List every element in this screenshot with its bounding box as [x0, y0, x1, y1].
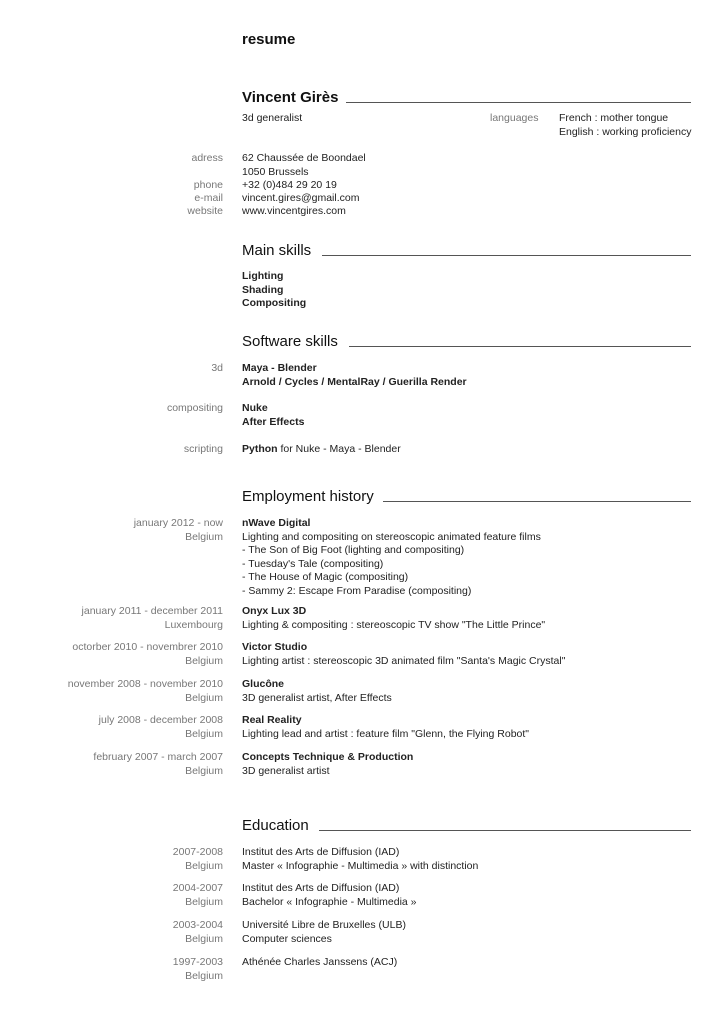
job-company: Concepts Technique & Production — [242, 751, 414, 763]
job-company: Real Reality — [242, 714, 302, 726]
software-line: Maya - Blender — [242, 362, 317, 374]
name-rule — [346, 102, 691, 103]
education-entry — [242, 882, 417, 909]
scripting-language: Python — [242, 443, 278, 455]
adress-line: 1050 Brussels — [242, 165, 309, 178]
education-period: 2007-2008 — [172, 846, 223, 858]
job-dates — [99, 714, 223, 741]
software-group-label: scripting — [183, 443, 223, 455]
education-place: Belgium — [185, 969, 223, 982]
education-entry — [242, 919, 406, 946]
education-entry — [242, 956, 397, 970]
phone-value: +32 (0)484 29 20 19 — [242, 179, 337, 191]
website-link[interactable]: www.vincentgires.com — [242, 205, 346, 217]
adress-label: adress — [191, 152, 223, 164]
job-line: Lighting & compositing : stereoscopic TV show "The Little Prince" — [242, 618, 546, 631]
job-entry — [242, 517, 541, 598]
education-rule — [319, 830, 691, 831]
main-skills-heading: Main skills — [242, 242, 312, 259]
job-line: - Tuesday's Tale (compositing) — [242, 557, 384, 570]
education-place: Belgium — [185, 932, 223, 945]
job-dates — [93, 751, 223, 778]
job-line: Lighting lead and artist : feature film "Glenn, the Flying Robot" — [242, 727, 530, 740]
software-line: After Effects — [242, 415, 305, 428]
employment-heading: Employment history — [242, 488, 374, 505]
software-group-label: compositing — [166, 402, 223, 414]
job-dates — [82, 605, 223, 632]
job-entry — [242, 641, 565, 668]
job-entry — [242, 678, 392, 705]
software-group-scripting — [242, 443, 401, 457]
email-link[interactable]: vincent.gires@gmail.com — [242, 192, 360, 204]
software-group-3d — [242, 362, 467, 389]
job-period: octorber 2010 - novembrer 2010 — [72, 641, 223, 653]
main-skills-rule — [322, 255, 691, 256]
education-school: Institut des Arts de Diffusion (IAD) — [242, 846, 400, 858]
education-dates — [173, 919, 223, 946]
job-period: january 2011 - december 2011 — [81, 605, 223, 617]
adress-value — [242, 152, 366, 179]
education-period: 2003-2004 — [172, 919, 223, 931]
job-dates — [134, 517, 223, 544]
job-entry — [242, 751, 413, 778]
employment-rule — [383, 501, 691, 502]
job-dates — [72, 641, 223, 668]
software-line: Arnold / Cycles / MentalRay / Guerilla Render — [242, 375, 467, 388]
job-period: november 2008 - november 2010 — [67, 678, 223, 690]
education-detail: Computer sciences — [242, 932, 332, 945]
skill-item: Compositing — [242, 297, 307, 309]
job-entry — [242, 605, 545, 632]
education-detail: Master « Infographie - Multimedia » with distinction — [242, 859, 479, 872]
software-skills-heading: Software skills — [242, 333, 338, 350]
software-group-compositing — [242, 402, 304, 429]
person-name: Vincent Girès — [242, 89, 339, 106]
software-group-label: 3d — [211, 362, 223, 374]
job-entry — [242, 714, 529, 741]
person-role: 3d generalist — [242, 112, 303, 124]
job-company: Onyx Lux 3D — [242, 605, 307, 617]
education-school: Université Libre de Bruxelles (ULB) — [242, 919, 406, 931]
job-period: january 2012 - now — [133, 517, 223, 529]
job-line: 3D generalist artist — [242, 764, 330, 777]
education-dates — [173, 882, 223, 909]
scripting-detail: for Nuke - Maya - Blender — [277, 443, 401, 455]
education-dates — [173, 846, 223, 873]
job-place: Belgium — [185, 764, 223, 777]
languages-label: languages — [490, 112, 539, 124]
language-item: English : working proficiency — [559, 125, 692, 138]
job-dates — [68, 678, 223, 705]
job-line: - The House of Magic (compositing) — [242, 571, 409, 583]
email-label: e-mail — [194, 192, 223, 204]
education-place: Belgium — [185, 859, 223, 872]
main-skills-list — [242, 270, 306, 311]
website-label: website — [187, 205, 223, 217]
job-place: Belgium — [185, 691, 223, 704]
job-period: july 2008 - december 2008 — [98, 714, 223, 726]
skill-item: Shading — [242, 283, 284, 296]
software-line: Nuke — [242, 402, 268, 414]
education-period: 1997-2003 — [172, 956, 223, 968]
document-title: resume — [242, 31, 296, 48]
education-dates — [173, 956, 223, 983]
education-period: 2004-2007 — [172, 882, 223, 894]
job-line: Lighting artist : stereoscopic 3D animated film "Santa's Magic Crystal" — [242, 654, 566, 667]
job-line: 3D generalist artist, After Effects — [242, 691, 392, 704]
skill-item: Lighting — [242, 270, 284, 282]
language-item: French : mother tongue — [559, 112, 669, 124]
education-place: Belgium — [185, 895, 223, 908]
job-line: - The Son of Big Foot (lighting and compositing) — [242, 544, 465, 556]
languages-list — [559, 112, 691, 139]
education-school: Athénée Charles Janssens (ACJ) — [242, 956, 398, 968]
job-place: Belgium — [185, 727, 223, 740]
job-place: Belgium — [185, 530, 223, 543]
job-company: nWave Digital — [242, 517, 311, 529]
job-place: Belgium — [185, 654, 223, 667]
job-company: Glucône — [242, 678, 285, 690]
education-heading: Education — [242, 817, 309, 834]
job-company: Victor Studio — [242, 641, 308, 653]
job-place: Luxembourg — [164, 618, 223, 631]
software-skills-rule — [349, 346, 691, 347]
adress-line: 62 Chaussée de Boondael — [242, 152, 366, 164]
job-line: Lighting and compositing on stereoscopic animated feature films — [242, 530, 541, 543]
job-period: february 2007 - march 2007 — [93, 751, 223, 763]
phone-label: phone — [193, 179, 223, 191]
job-line: - Sammy 2: Escape From Paradise (compositing) — [242, 584, 472, 597]
education-school: Institut des Arts de Diffusion (IAD) — [242, 882, 400, 894]
education-entry — [242, 846, 478, 873]
education-detail: Bachelor « Infographie - Multimedia » — [242, 895, 417, 908]
